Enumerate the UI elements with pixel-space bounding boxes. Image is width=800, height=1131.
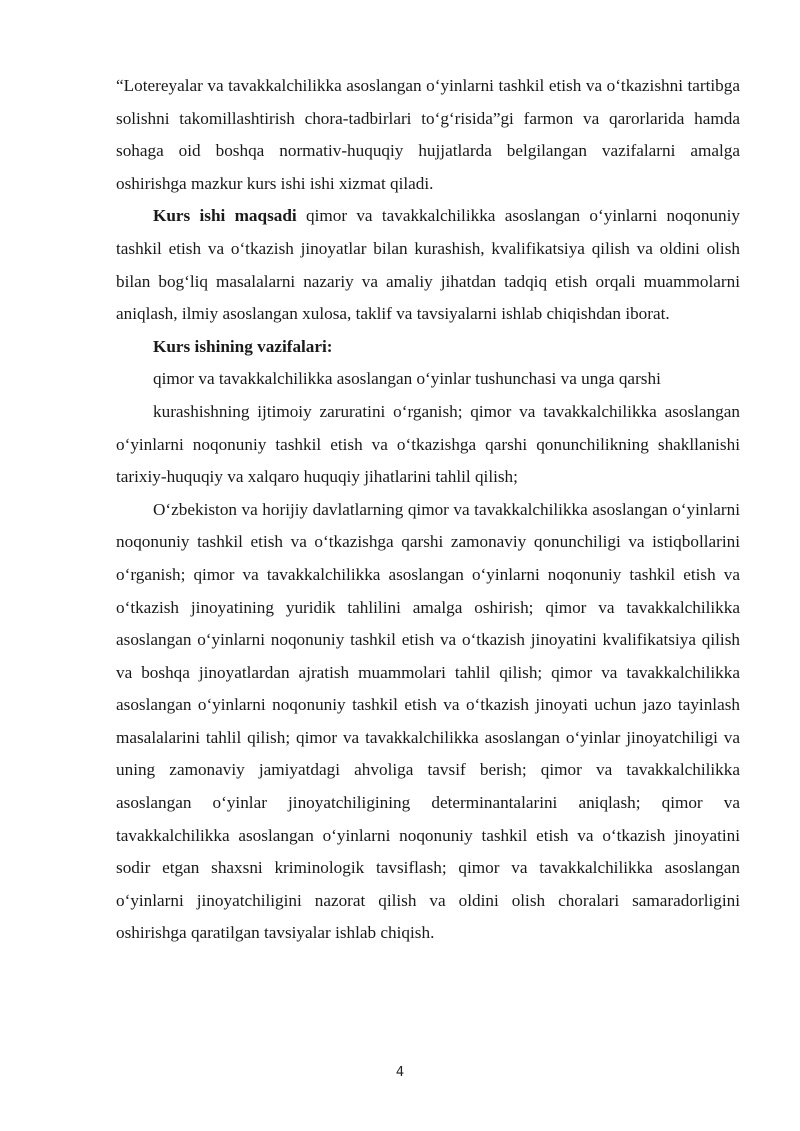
tasks-heading: Kurs ishining vazifalari: [153,336,333,356]
paragraph-goal [116,200,740,330]
paragraph-task-3 [116,494,740,950]
task-2-text: kurashishning ijtimoiy zaruratini o‘rganish; qimor va tavakkalchilikka asoslangan o‘yinlarni noqonuniy tashkil etish va o‘tkazishga qarshi qonunchilikning shakllanishi tarixiy-huquqiy va xalqaro huquqiy jihatlarini tahlil qilish; [116,401,740,487]
task-3-text: O‘zbekiston va horijiy davlatlarning qimor va tavakkalchilikka asoslangan o‘yinlarni noqonuniy tashkil etish va o‘tkazishga qarshi zamonaviy qonunchiligi va istiqbollarini o‘rganish; qimor va tavakkalchilikka asoslangan o‘yinlarni noqonuniy tashkil etish va o‘tkazish jinoyatining yuridik tahlilini amalga oshirish; qimor va tavakkalchilikka asoslangan o‘yinlarni noqonuniy tashkil etish va o‘tkazish jinoyatini kvalifikatsiya qilish va boshqa jinoyatlardan ajratish muammolari tahlil qilish; qimor va tavakkalchilikka asoslangan o‘yinlarni noqonuniy tashkil etish va o‘tkazish jinoyati uchun jazo tayinlash masalalarini tahlil qilish; qimor va tavakkalchilikka asoslangan o‘yinlar jinoyatchiligi va uning zamonaviy jamiyatdagi ahvoliga tavsif berish; qimor va tavakkalchilikka asoslangan o‘yinlar jinoyatchiligining determinantalarini aniqlash; qimor va tavakkalchilikka asoslangan o‘yinlarni noqonuniy tashkil etish va o‘tkazish jinoyatini sodir etgan shaxsni kriminologik tavsiflash; qimor va tavakkalchilikka asoslangan o‘yinlarni jinoyatchiligini nazorat qilish va oldini olish choralari samaradorligini oshirishga qaratilgan tavsiyalar ishlab chiqish. [116,499,740,943]
paragraph-intro [116,70,740,200]
goal-heading: Kurs ishi maqsadi [153,206,297,226]
paragraph-intro-text: “Lotereyalar va tavakkalchilikka asoslangan o‘yinlarni tashkil etish va o‘tkazishni tartibga solishni takomillashtirish chora-tadbirlari to‘g‘risida”gi farmon va qarorlarida hamda sohaga oid boshqa normativ-huquqiy hujjatlarda belgilangan vazifalarni amalga oshirishga mazkur kurs ishi ishi xizmat qiladi. [116,76,740,193]
task-1-text: qimor va tavakkalchilikka asoslangan o‘yinlar tushunchasi va unga qarshi [153,369,661,389]
paragraph-tasks-heading [116,331,740,364]
paragraph-task-1 [116,363,740,396]
page-number: 4 [395,1065,405,1080]
goal-text: qimor va tavakkalchilikka asoslangan o‘yinlarni noqonuniy tashkil etish va o‘tkazish jinoyatlar bilan kurashish, kvalifikatsiya qilish va oldini olish bilan bog‘liq masalalarni nazariy va amaliy jihatdan tadqiq etish orqali muammolarni aniqlash, ilmiy asoslangan xulosa, taklif va tavsiyalarni ishlab chiqishdan iborat. [116,206,740,324]
paragraph-task-2 [116,396,740,494]
document-page-body [116,70,740,950]
